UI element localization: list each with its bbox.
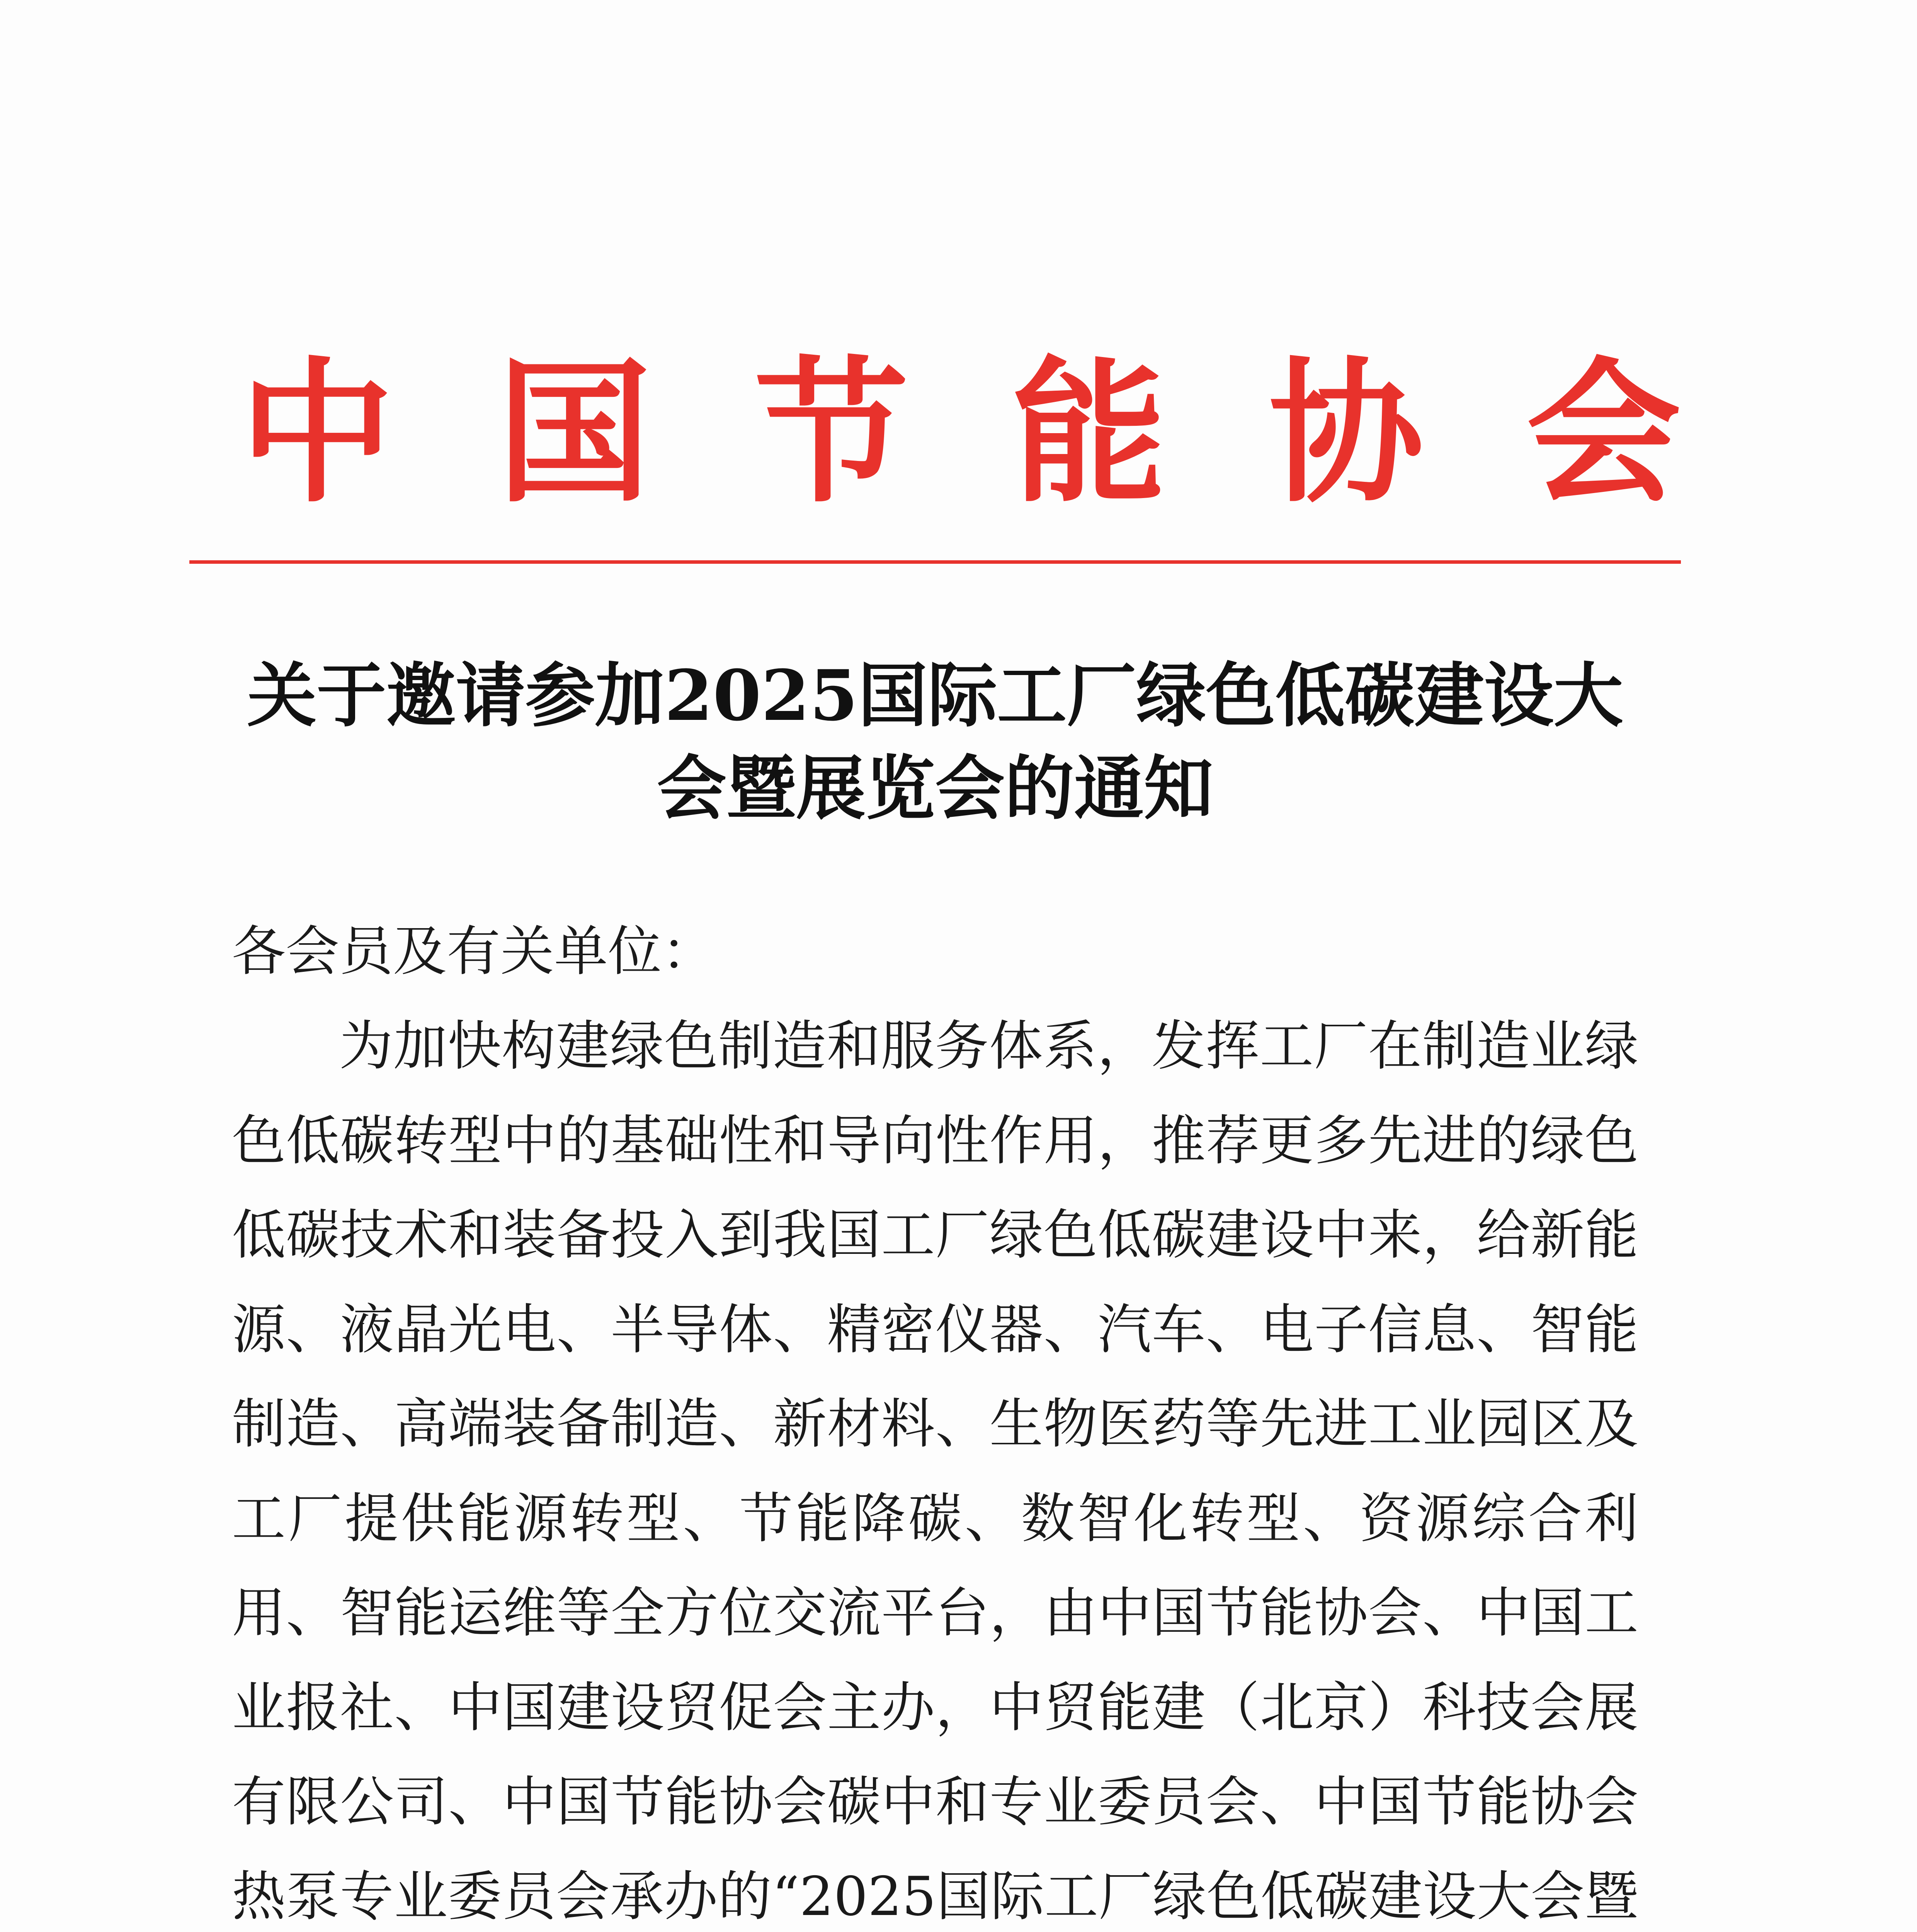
issuer-char: 国 bbox=[497, 342, 651, 524]
issuer-char: 协 bbox=[1269, 342, 1424, 524]
red-divider bbox=[189, 560, 1681, 564]
body-paragraph: 为加快构建绿色制造和服务体系，发挥工厂在制造业绿色低碳转型中的基础性和导向性作用，推荐更多先进的绿色低碳技术和装备投入到我国工厂绿色低碳建设中来，给新能源、液晶光电、半导体、精密仪器、汽车、电子信息、智能制造、高端装备制造、新材料、生物医药等先进工业园区及工厂提供能源转型、节能降碳、数智化转型、资源综合利用、智能运维等全方位交流平台，由中国节能协会、中国工业报社、中国建设贸促会主办，中贸能建（北京）科技会展有限公司、中国节能协会碳中和专业委员会、中国节能协会热泵专业委员会承办的“2025国际工厂绿色低碳建设大会暨 bbox=[232, 1015, 1638, 1928]
issuer-char: 节 bbox=[754, 342, 909, 524]
title-line: 会暨展览会的通知 bbox=[657, 747, 1213, 829]
issuer-header bbox=[232, 340, 1689, 526]
issuer-char: 中 bbox=[240, 342, 394, 524]
document-title bbox=[189, 650, 1681, 835]
title-line: 关于邀请参加2025国际工厂绿色低碳建设大 bbox=[247, 655, 1623, 736]
issuer-char: 会 bbox=[1526, 342, 1681, 524]
issuer-char: 能 bbox=[1012, 342, 1166, 524]
salutation: 各会员及有关单位： bbox=[232, 920, 715, 983]
